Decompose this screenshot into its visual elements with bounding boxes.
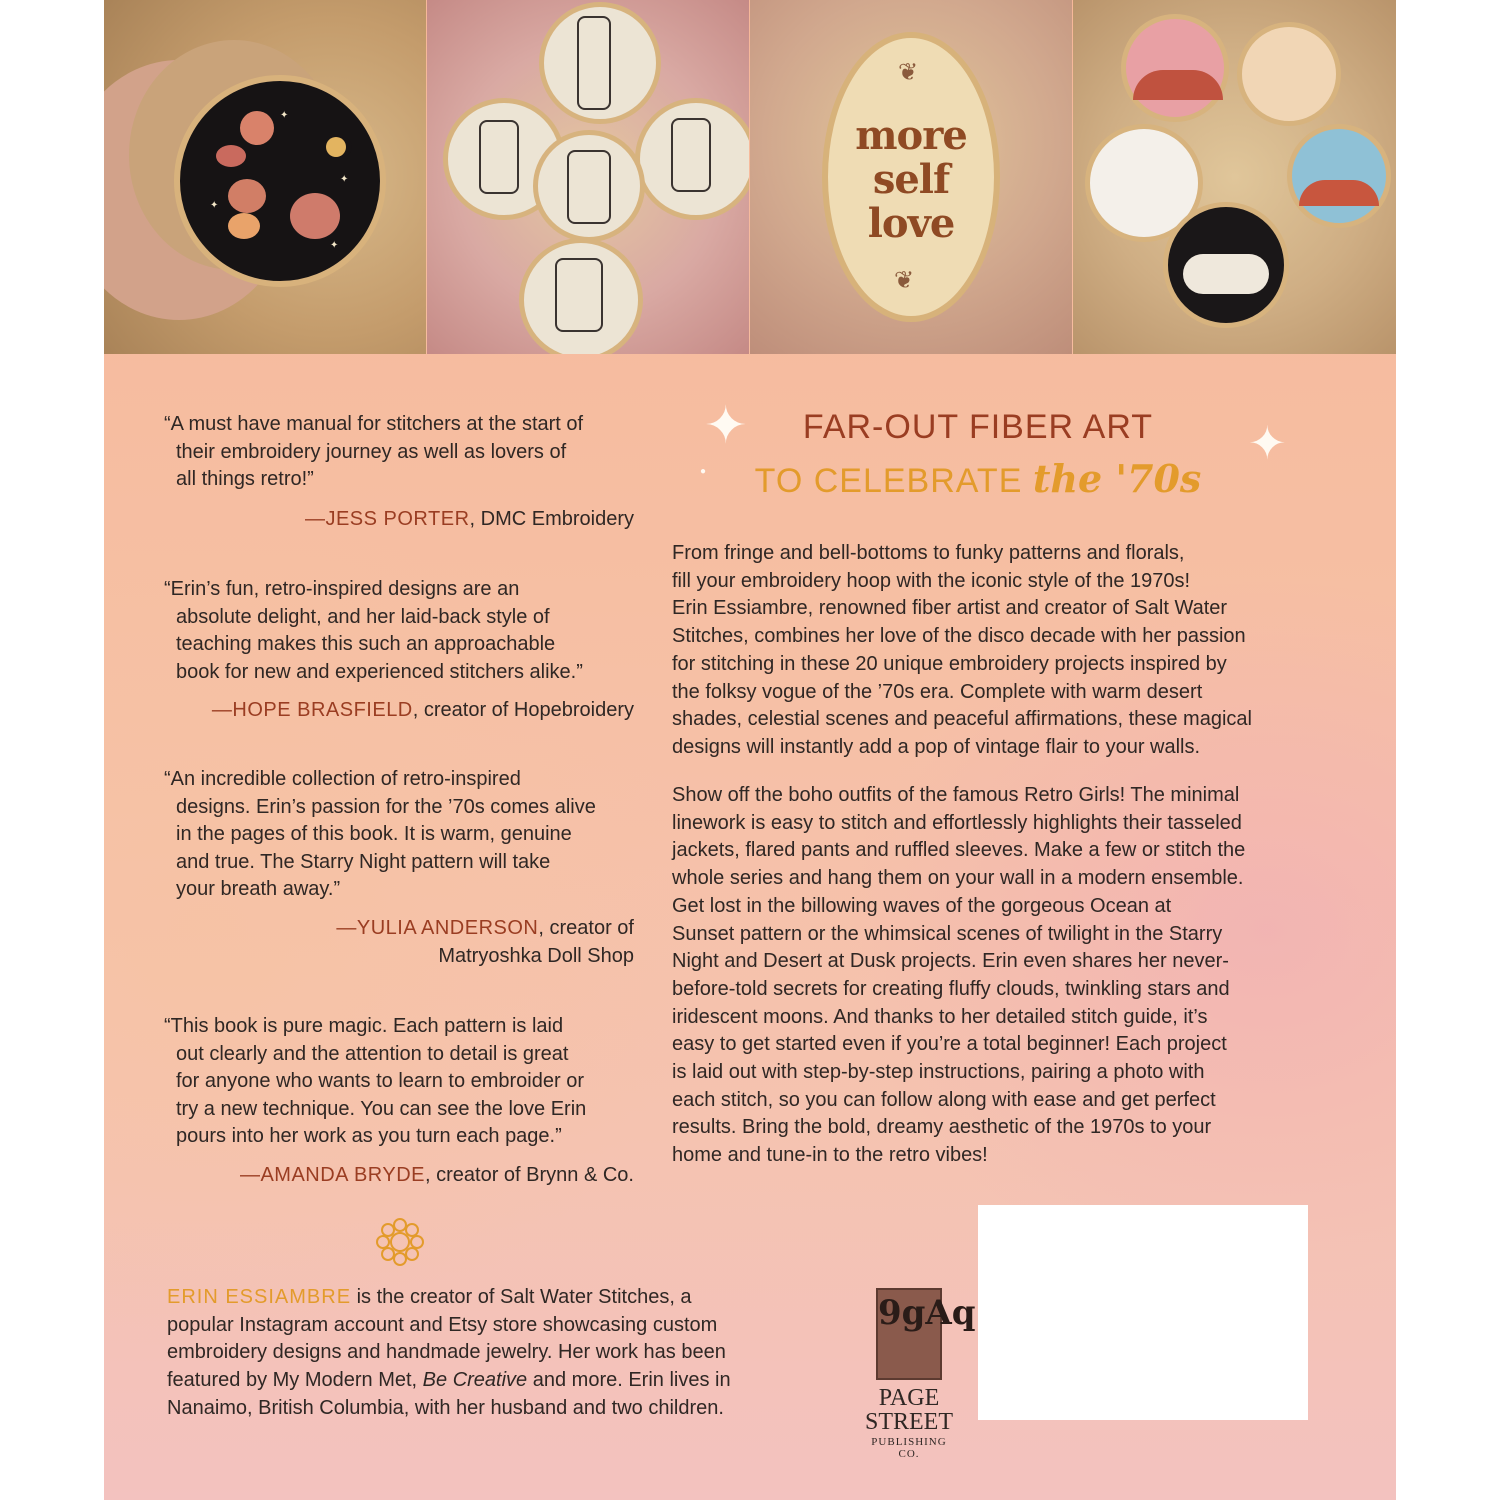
publisher-mark: 9gAq [876,1288,942,1380]
quote-3-attribution: —YULIA ANDERSON, creator of Matryoshka Doll Shop [336,917,634,967]
publisher-name: PAGE STREET [865,1385,953,1435]
author-bio: ERIN ESSIAMBRE is the creator of Salt Water Stitches, a popular Instagram account and Etsy store showcasing custom embroidery designs and handmade jewelry. Her work has been featured by My Modern Met, Be Creative and more. Erin lives in Nanaimo, British Columbia, with her husband and two children. [167,1286,731,1419]
quote-1-attribution: —JESS PORTER, DMC Embroidery [304,508,634,530]
headline-line-2-prefix: TO CELEBRATE [754,462,1023,500]
photo-celestial-hoop [104,0,426,354]
quote-2: “Erin’s fun, retro-inspired designs are an absolute delight, and her laid-back style of teaching makes this such an approachable book for new and experienced stitchers alike.” [164,578,583,683]
sparkle-icon: ✦ [1248,417,1287,469]
photo-strip [104,0,1396,354]
headline-line-1: FAR-OUT FIBER ART [802,408,1154,446]
sparkle-dot-icon: ● [700,466,707,477]
quote-4: “This book is pure magic. Each pattern is laid out clearly and the attention to detail is great for anyone who wants to learn to embroider or try a new technique. You can see the love Erin pours into her work as you turn each page.” [164,1015,587,1147]
author-name: ERIN ESSIAMBRE [167,1286,352,1308]
publisher-logo [859,1288,976,1460]
quote-3: “An incredible collection of retro-inspired designs. Erin’s passion for the ’70s comes alive in the pages of this book. It is warm, genuine and true. The Starry Night pattern will take your breath away.” [164,768,596,900]
quote-2-attribution: —HOPE BRASFIELD, creator of Hopebroidery [211,699,634,721]
sparkle-icon: ✦ [704,397,748,455]
book-back-cover [104,0,1396,1500]
headline [698,405,1258,503]
sunflower-icon [372,1214,428,1270]
photo-landscape-hoops [1073,0,1396,354]
description-paragraph-1: From fringe and bell-bottoms to funky patterns and florals, fill your embroidery hoop with the iconic style of the 1970s! Erin Essiambre, renowned fiber artist and creator of Salt Water Stitches, combines her love of the disco decade with her passion for stitching in these 20 unique embroidery projects inspired by the folksy vogue of the ’70s era. Complete with warm desert shades, celestial scenes and peaceful affirmations, these magical designs will instantly add a pop of vintage flair to your walls. [672,542,1252,758]
barcode-area [978,1205,1308,1420]
headline-era: the '70s [1032,456,1202,501]
photo-retro-girls-hoops [427,0,749,354]
publisher-subtitle: PUBLISHING CO. [871,1436,947,1460]
hoop-word-2: self [872,156,950,203]
headline-line-2 [698,457,1258,503]
hoop-word-3: love [867,200,955,247]
hoop-word-1: more [855,112,967,159]
quote-1: “A must have manual for stitchers at the start of their embroidery journey as well as lovers of all things retro!” [164,413,584,490]
description-paragraph-2: Show off the boho outfits of the famous Retro Girls! The minimal linework is easy to stitch and effortlessly highlights their tasseled jackets, flared pants and ruffled sleeves. Make a few or stitch the whole series and hang them on your wall in a modern ensemble. Get lost in the billowing waves of the gorgeous Ocean at Sunset pattern or the whimsical scenes of twilight in the Starry Night and Desert at Dusk projects. Erin even shares her never- before-told secrets for creating fluffy clouds, twinkling stars and iridescent moons. And thanks to her detailed stitch guide, it’s easy to get started even if you’re a total beginner! Each project is laid out with step-by-step instructions, pairing a photo with each stitch, so you can follow along with ease and get perfect results. Bring the bold, dreamy aesthetic of the 1970s to your home and tune-in to the retro vibes! [672,784,1246,1167]
quote-4-attribution: —AMANDA BRYDE, creator of Brynn & Co. [239,1164,634,1186]
oval-embroidery-hoop: ❦ more self love ❦ [822,32,1000,322]
embroidery-hoop: ✦ ✦ ✦ ✦ [174,75,386,287]
photo-self-love-hoop [750,0,1072,354]
